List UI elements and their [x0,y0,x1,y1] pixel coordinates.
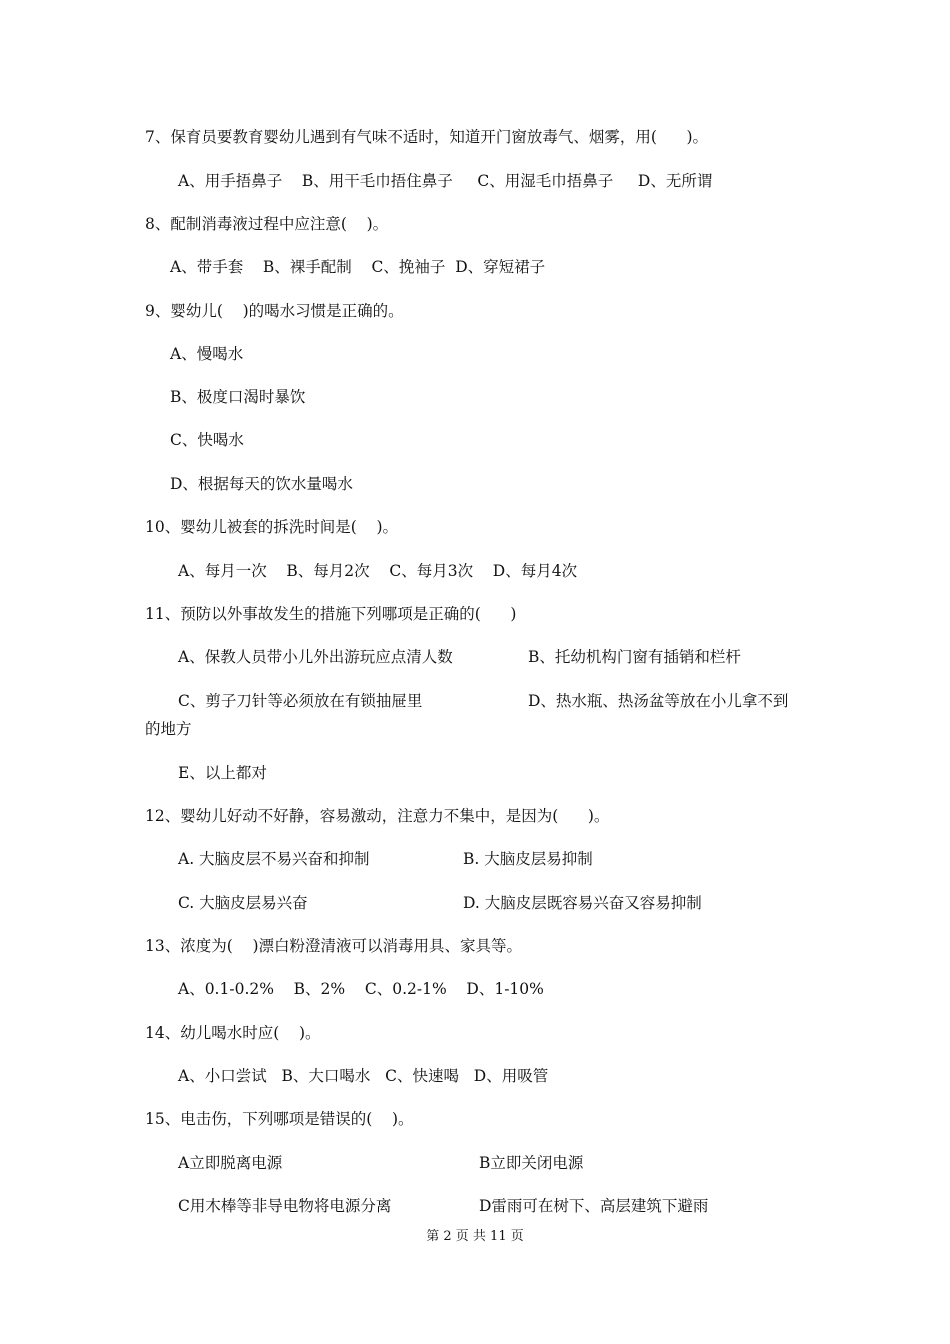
question-11-option-c: C、剪子刀针等必须放在有锁抽屉里 [178,692,423,710]
question-9-option-c: C、快喝水 [170,431,244,449]
question-15-option-d: D雷雨可在树下、高层建筑下避雨 [479,1197,709,1215]
question-7-options: A、用手捂鼻子 B、用干毛巾捂住鼻子 C、用湿毛巾捂鼻子 D、无所谓 [178,172,713,190]
question-9-stem: 9、婴幼儿( )的喝水习惯是正确的。 [145,302,404,320]
question-7-stem: 7、保育员要教育婴幼儿遇到有气味不适时，知道开门窗放毒气、烟雾，用( )。 [145,128,709,146]
question-15-option-b: B立即关闭电源 [479,1154,584,1172]
question-8-stem: 8、配制消毒液过程中应注意( )。 [145,215,389,233]
question-14-options: A、小口尝试 B、大口喝水 C、快速喝 D、用吸管 [178,1067,549,1085]
question-12-option-b: B. 大脑皮层易抑制 [463,850,593,868]
question-15-option-a: A立即脱离电源 [178,1154,283,1172]
question-9-option-a: A、慢喝水 [170,345,244,363]
question-12-option-a: A. 大脑皮层不易兴奋和抑制 [178,850,370,868]
question-11-option-e: E、以上都对 [178,764,267,782]
question-11-option-d-continued: 的地方 [145,720,192,738]
question-8-options: A、带手套 B、裸手配制 C、挽袖子 D、穿短裙子 [170,258,546,276]
question-10-options: A、每月一次 B、每月2次 C、每月3次 D、每月4次 [178,562,578,580]
question-12-stem: 12、婴幼儿好动不好静，容易激动，注意力不集中，是因为( )。 [145,807,610,825]
question-11-option-d: D、热水瓶、热汤盆等放在小儿拿不到 [528,692,789,710]
question-13-stem: 13、浓度为( )漂白粉澄清液可以消毒用具、家具等。 [145,937,523,955]
question-9-option-b: B、极度口渴时暴饮 [170,388,306,406]
question-15-option-c: C用木棒等非导电物将电源分离 [178,1197,392,1215]
question-12-option-c: C. 大脑皮层易兴奋 [178,894,308,912]
question-13-options: A、0.1-0.2% B、2% C、0.2-1% D、1-10% [178,980,544,998]
question-11-option-b: B、托幼机构门窗有插销和栏杆 [528,648,741,666]
question-9-option-d: D、根据每天的饮水量喝水 [170,475,353,493]
question-12-option-d: D. 大脑皮层既容易兴奋又容易抑制 [463,894,702,912]
question-11-option-a: A、保教人员带小儿外出游玩应点清人数 [178,648,453,666]
page-number-footer: 第 2 页 共 11 页 [426,1229,524,1244]
question-15-stem: 15、电击伤，下列哪项是错误的( )。 [145,1110,414,1128]
question-10-stem: 10、婴幼儿被套的拆洗时间是( )。 [145,518,399,536]
question-14-stem: 14、幼儿喝水时应( )。 [145,1024,321,1042]
question-11-stem: 11、预防以外事故发生的措施下列哪项是正确的( ) [145,605,517,623]
